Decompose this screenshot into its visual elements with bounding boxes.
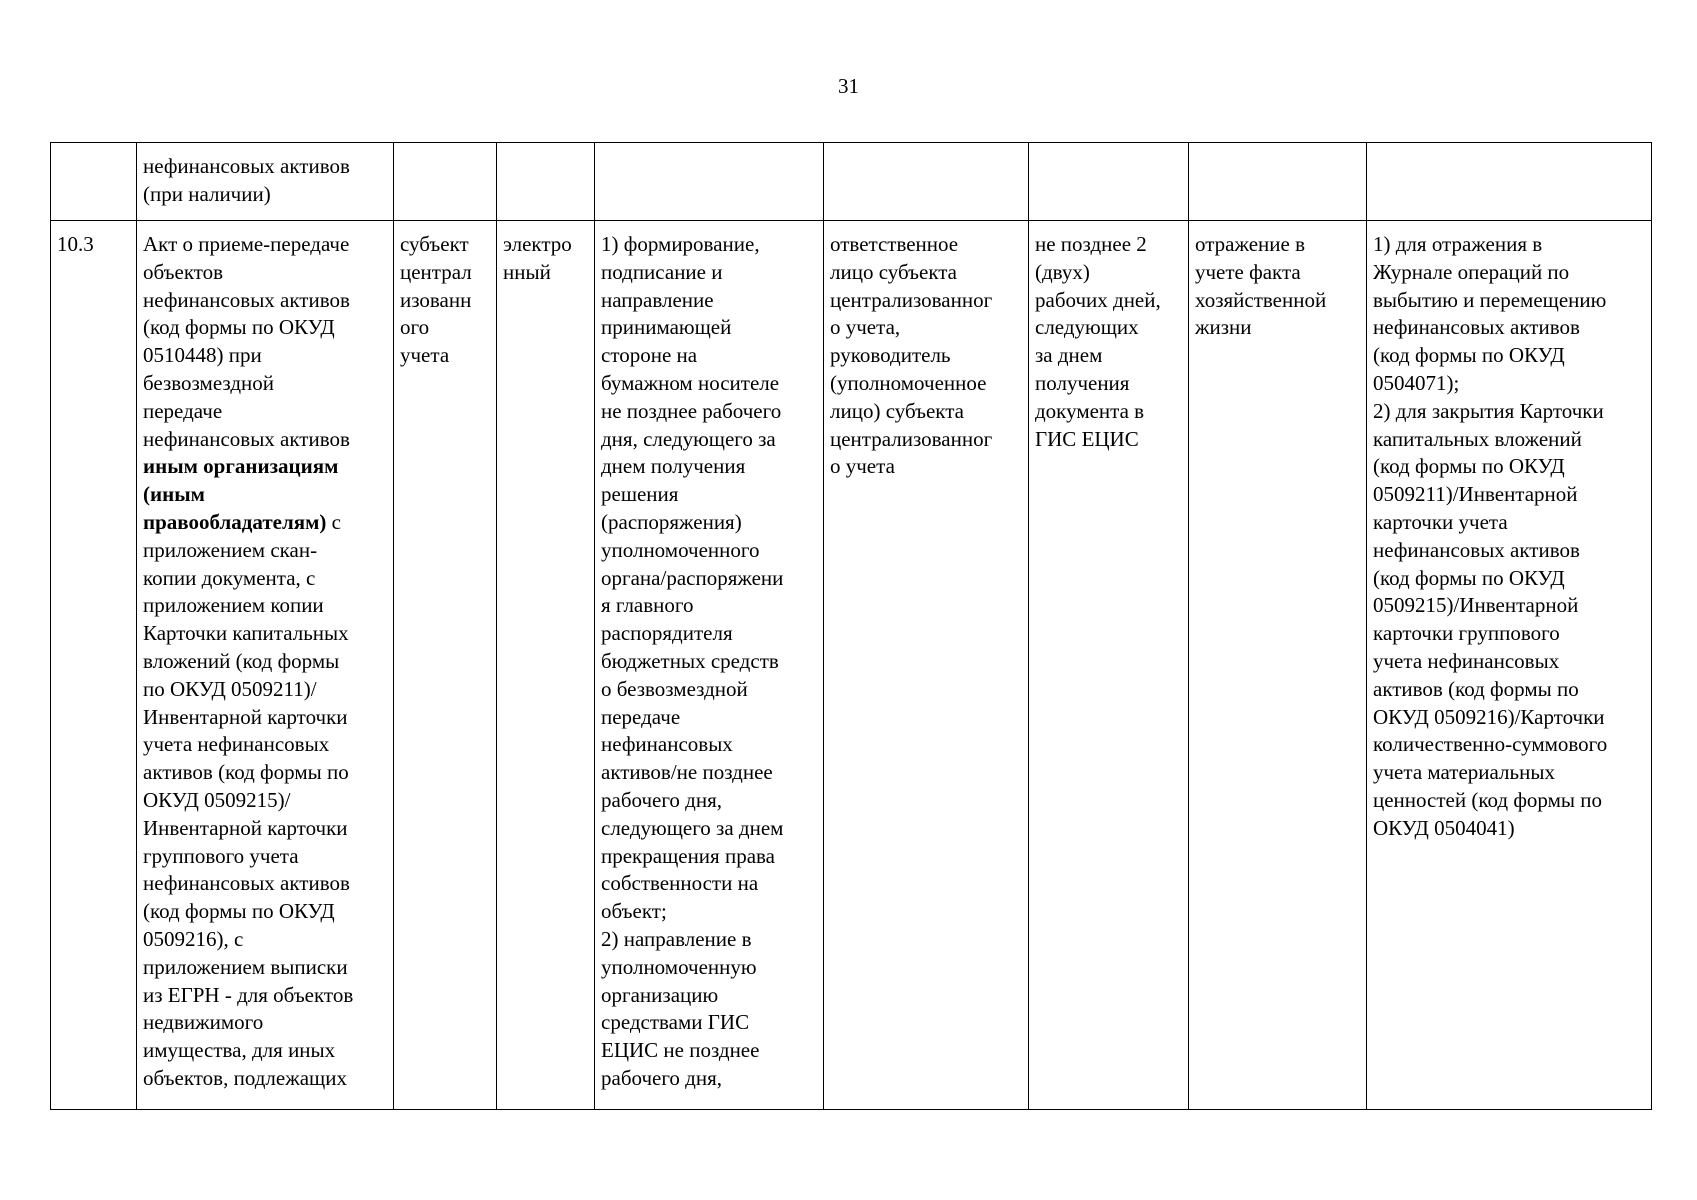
table-row-continued <box>51 143 1652 221</box>
cell-responsible <box>824 143 1029 221</box>
cell-document-name: нефинансовых активов (при наличии) <box>137 143 394 221</box>
cell-purpose <box>1189 143 1367 221</box>
cell-responsible: ответственное лицо субъекта централизованног о учета, руководитель (уполномоченное лицо) субъекта централизованног о учета <box>824 221 1029 1110</box>
cell-procedure <box>595 143 824 221</box>
cell-procedure: 1) формирование, подписание и направление принимающей стороне на бумажном носителе не позднее рабочего дня, следующего за днем получения решения (распоряжения) уполномоченного органа/распоряжени я главного распорядителя бюджетных средств о безвозмездной передаче нефинансовых активов/не позднее рабочего дня, следующего за днем прекращения права собственности на объект; 2) направление в уполномоченную организацию средствами ГИС ЕЦИС не позднее рабочего дня, <box>595 221 824 1110</box>
cell-document-name <box>137 221 394 1110</box>
cell-usage: 1) для отражения в Журнале операций по выбытию и перемещению нефинансовых активов (код формы по ОКУД 0504071); 2) для закрытия Карточки капитальных вложений (код формы по ОКУД 0509211)/Инвентарной карточки учета нефинансовых активов (код формы по ОКУД 0509215)/Инвентарной карточки группового учета нефинансовых активов (код формы по ОКУД 0509216)/Карточки количественно-суммового учета материальных ценностей (код формы по ОКУД 0504041) <box>1367 221 1652 1110</box>
document-table <box>50 142 1652 1110</box>
cell-number <box>51 143 137 221</box>
cell-composer: субъект централ изованн ого учета <box>394 221 497 1110</box>
cell-purpose: отражение в учете факта хозяйственной жизни <box>1189 221 1367 1110</box>
document-name-text: Акт о приеме-передаче объектов нефинансовых активов (код формы по ОКУД 0510448) при безвозмездной передаче нефинансовых активов <box>143 232 350 451</box>
document-name-bold-text: иным организациям (иным правообладателям) <box>143 454 339 534</box>
cell-composer <box>394 143 497 221</box>
cell-usage <box>1367 143 1652 221</box>
table-row-10-3 <box>51 221 1652 1110</box>
cell-deadline <box>1029 143 1189 221</box>
document-name-text-continued: с приложением скан- копии документа, с приложением копии Карточки капитальных вложений (код формы по ОКУД 0509211)/ Инвентарной карточки учета нефинансовых активов (код формы по ОКУД 0509215)/ Инвентарной карточки группового учета нефинансовых активов (код формы по ОКУД 0509216), с приложением выписки из ЕГРН - для объектов недвижимого имущества, для иных объектов, подлежащих <box>143 509 354 1090</box>
page-number: 31 <box>838 74 859 98</box>
cell-deadline: не позднее 2 (двух) рабочих дней, следующих за днем получения документа в ГИС ЕЦИС <box>1029 221 1189 1110</box>
cell-number: 10.3 <box>51 221 137 1110</box>
cell-form: электро нный <box>497 221 595 1110</box>
cell-form <box>497 143 595 221</box>
